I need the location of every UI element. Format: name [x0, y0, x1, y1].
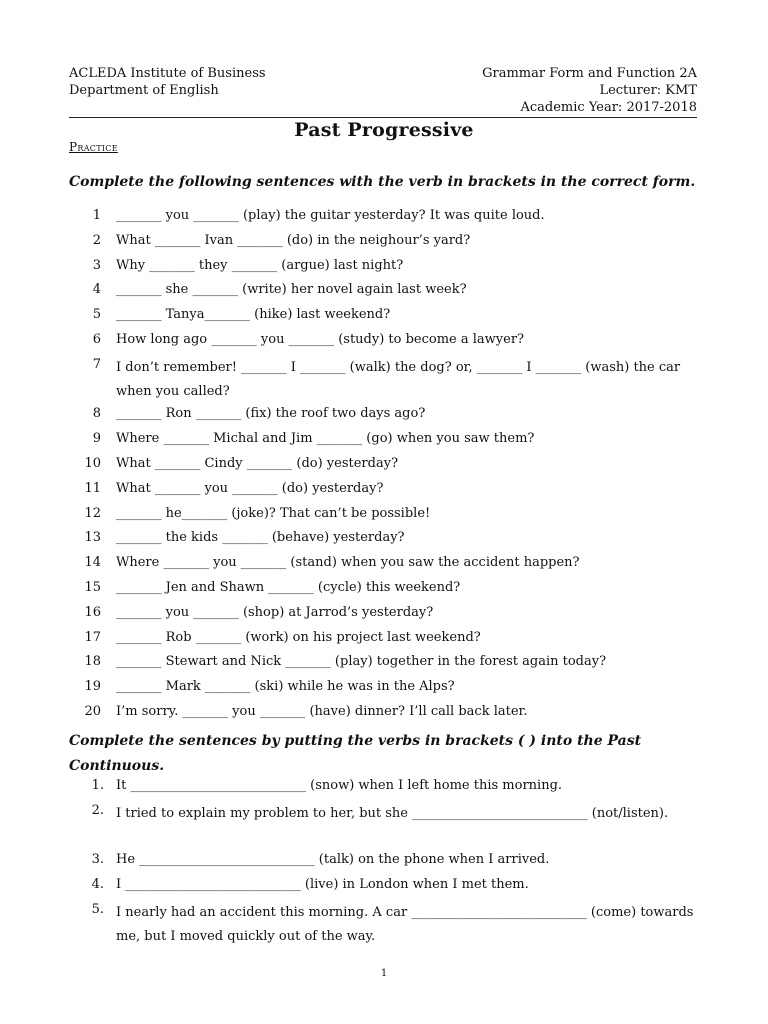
item-text: What _______ Cindy _______ (do) yesterday? [116, 455, 399, 471]
item-text: Where _______ Michal and Jim _______ (go) when you saw them? [116, 431, 535, 447]
item-number: 1 [92, 208, 101, 223]
item-number: 1. [91, 778, 104, 793]
item-number: 12 [84, 505, 101, 521]
item-number: 5 [92, 307, 101, 323]
list-item [69, 579, 709, 604]
list-item [69, 876, 709, 901]
item-number: 3. [91, 852, 104, 868]
item-text: _______ Jen and Shawn _______ (cycle) this weekend? [116, 579, 461, 595]
item-text: _______ Rob _______ (work) on his project last weekend? [116, 629, 481, 645]
item-number: 7 [92, 356, 101, 372]
item-number: 9 [92, 431, 101, 447]
item-text: What _______ you _______ (do) yesterday? [116, 480, 384, 496]
item-text: I don’t remember! _______ I _______ (walk) the dog? or, _______ I _______ (wash) the car when you called? [116, 359, 681, 400]
item-text: I tried to explain my problem to her, but she ___________________________ (not/listen). [116, 805, 669, 821]
list-item [69, 306, 709, 331]
list-item [69, 703, 709, 728]
department-name: Department of English [69, 83, 219, 98]
item-text: _______ you _______ (play) the guitar yesterday? It was quite loud. [116, 208, 545, 223]
item-text: Why _______ they _______ (argue) last night? [116, 257, 404, 273]
list-item [69, 802, 709, 852]
item-number: 4. [91, 877, 104, 893]
exercise1-instruction: Complete the following sentences with the verb in brackets in the correct form. [69, 174, 696, 190]
item-text: What _______ Ivan _______ (do) in the neighour’s yard? [116, 232, 471, 248]
exercise2-list [69, 777, 709, 951]
list-item [69, 281, 709, 306]
list-item [69, 356, 709, 406]
item-text: I’m sorry. _______ you _______ (have) dinner? I’ll call back later. [116, 703, 528, 719]
header-left [69, 65, 266, 99]
academic-year: Academic Year: 2017-2018 [520, 100, 697, 115]
item-number: 17 [84, 629, 101, 645]
item-number: 15 [84, 579, 101, 595]
course-name: Grammar Form and Function 2A [482, 66, 697, 81]
list-item [69, 851, 709, 876]
page-title: Past Progressive [294, 119, 474, 141]
item-number: 5. [91, 901, 104, 917]
institution-name: ACLEDA Institute of Business [69, 66, 266, 81]
item-number: 4 [92, 282, 101, 298]
item-text: It ___________________________ (snow) when I left home this morning. [116, 778, 563, 793]
list-item [69, 257, 709, 282]
lecturer: Lecturer: KMT [599, 83, 697, 98]
item-text: _______ the kids _______ (behave) yesterday? [116, 530, 405, 546]
item-number: 14 [84, 555, 101, 571]
item-number: 18 [84, 654, 101, 670]
item-number: 19 [84, 679, 101, 695]
list-item [69, 207, 709, 232]
exercise2-instruction: Complete the sentences by putting the verbs in brackets ( ) into the Past Continuous. [69, 733, 642, 774]
list-item [69, 629, 709, 654]
item-text: _______ he_______ (joke)? That can’t be possible! [116, 505, 431, 521]
list-item [69, 232, 709, 257]
item-text: _______ Mark _______ (ski) while he was in the Alps? [116, 679, 455, 695]
header-right [482, 65, 697, 116]
item-number: 2 [92, 232, 101, 248]
list-item [69, 405, 709, 430]
item-text: _______ she _______ (write) her novel again last week? [116, 282, 467, 298]
item-number: 11 [84, 480, 101, 496]
item-text: _______ Ron _______ (fix) the roof two days ago? [116, 406, 426, 422]
list-item [69, 455, 709, 480]
list-item [69, 678, 709, 703]
item-number: 20 [84, 703, 101, 719]
list-item [69, 529, 709, 554]
list-item [69, 777, 709, 802]
list-item [69, 505, 709, 530]
list-item [69, 604, 709, 629]
item-text: _______ you _______ (shop) at Jarrod’s yesterday? [116, 604, 434, 620]
list-item [69, 430, 709, 455]
item-text: _______ Tanya_______ (hike) last weekend? [116, 307, 391, 323]
item-text: I ___________________________ (live) in London when I met them. [116, 877, 529, 893]
item-number: 6 [92, 331, 101, 347]
item-number: 10 [84, 455, 101, 471]
item-text: _______ Stewart and Nick _______ (play) together in the forest again today? [116, 654, 607, 670]
item-text: He ___________________________ (talk) on the phone when I arrived. [116, 852, 550, 868]
item-text: Where _______ you _______ (stand) when you saw the accident happen? [116, 555, 580, 571]
item-number: 2. [91, 802, 104, 818]
list-item [69, 331, 709, 356]
exercise1-list [69, 207, 709, 728]
item-number: 13 [84, 530, 101, 546]
item-text: I nearly had an accident this morning. A car ___________________________ (come) towards me, but I moved quickly out of the way. [116, 904, 694, 945]
item-number: 16 [84, 604, 101, 620]
list-item [69, 480, 709, 505]
item-text: How long ago _______ you _______ (study) to become a lawyer? [116, 331, 525, 347]
list-item [69, 554, 709, 579]
item-number: 3 [92, 257, 101, 273]
header-divider [69, 117, 697, 118]
page-number: 1 [380, 968, 388, 979]
item-number: 8 [92, 406, 101, 422]
list-item [69, 901, 709, 951]
list-item [69, 653, 709, 678]
section-label: Practice [69, 140, 118, 154]
